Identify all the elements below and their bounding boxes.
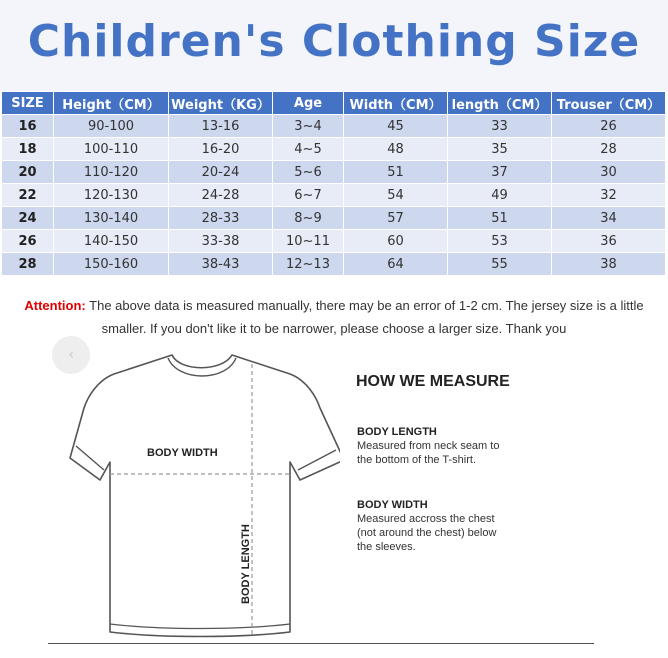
body-width-desc-line: (not around the chest) below (357, 527, 497, 539)
table-row (2, 207, 666, 230)
length-cell: 55 (448, 253, 552, 276)
age-cell: 10~11 (273, 230, 344, 253)
size-cell: 22 (2, 184, 54, 207)
body-width-desc-line: the sleeves. (357, 541, 416, 553)
body-width-desc-line: Measured accross the chest (357, 513, 495, 525)
age-cell: 4~5 (273, 138, 344, 161)
tshirt-outline (70, 355, 340, 637)
prev-arrow-button[interactable]: ‹ (52, 336, 90, 374)
body-width-title: BODY WIDTH (357, 499, 428, 511)
age-cell: 6~7 (273, 184, 344, 207)
weight-cell: 16-20 (169, 138, 273, 161)
body-length-desc (357, 439, 527, 467)
age-cell: 3~4 (273, 115, 344, 138)
size-cell: 20 (2, 161, 54, 184)
weight-cell: 38-43 (169, 253, 273, 276)
attention-message: The above data is measured manually, there may be an error of 1-2 cm. The jersey size is a little smaller. If you don't like it to be narrower, please choose a larger size. Thank you (89, 298, 644, 336)
size-cell: 26 (2, 230, 54, 253)
table-row (2, 115, 666, 138)
table-row (2, 138, 666, 161)
trouser-cell: 32 (552, 184, 666, 207)
size-cell: 16 (2, 115, 54, 138)
size-cell: 28 (2, 253, 54, 276)
trouser-cell: 36 (552, 230, 666, 253)
length-cell: 53 (448, 230, 552, 253)
attention-note (0, 276, 668, 350)
page-title: Children's Clothing Size (27, 16, 641, 67)
length-cell: 35 (448, 138, 552, 161)
table-row (2, 161, 666, 184)
height-cell: 130-140 (54, 207, 169, 230)
weight-cell: 24-28 (169, 184, 273, 207)
table-row (2, 253, 666, 276)
table-row (2, 230, 666, 253)
body-length-desc-line: Measured from neck seam to (357, 440, 500, 452)
trouser-cell: 38 (552, 253, 666, 276)
attention-text-block (4, 294, 664, 340)
weight-cell: 20-24 (169, 161, 273, 184)
header-width: Width（CM） (344, 92, 448, 115)
length-cell: 49 (448, 184, 552, 207)
length-cell: 51 (448, 207, 552, 230)
tshirt-diagram (0, 350, 340, 650)
length-cell: 33 (448, 115, 552, 138)
size-cell: 18 (2, 138, 54, 161)
height-cell: 150-160 (54, 253, 169, 276)
table-row (2, 184, 666, 207)
weight-cell: 33-38 (169, 230, 273, 253)
trouser-cell: 26 (552, 115, 666, 138)
width-cell: 57 (344, 207, 448, 230)
diagram-body-length-label: BODY LENGTH (240, 524, 252, 604)
weight-cell: 28-33 (169, 207, 273, 230)
header-height: Height（CM） (54, 92, 169, 115)
header-trouser: Trouser（CM） (552, 92, 666, 115)
weight-cell: 13-16 (169, 115, 273, 138)
age-cell: 8~9 (273, 207, 344, 230)
attention-label: Attention: (24, 298, 86, 313)
height-cell: 100-110 (54, 138, 169, 161)
diagram-body-width-label: BODY WIDTH (147, 447, 218, 459)
age-cell: 12~13 (273, 253, 344, 276)
header-size: SIZE (2, 92, 54, 115)
how-we-measure-heading: HOW WE MEASURE (356, 373, 510, 390)
width-cell: 45 (344, 115, 448, 138)
trouser-cell: 28 (552, 138, 666, 161)
width-cell: 51 (344, 161, 448, 184)
size-table (1, 91, 666, 276)
height-cell: 120-130 (54, 184, 169, 207)
header-length: length（CM） (448, 92, 552, 115)
body-length-title: BODY LENGTH (357, 426, 437, 438)
height-cell: 90-100 (54, 115, 169, 138)
width-cell: 48 (344, 138, 448, 161)
body-width-desc (357, 512, 527, 554)
header-weight: Weight（KG） (169, 92, 273, 115)
width-cell: 60 (344, 230, 448, 253)
trouser-cell: 34 (552, 207, 666, 230)
body-length-desc-line: the bottom of the T-shirt. (357, 454, 477, 466)
table-header-row (2, 92, 666, 115)
height-cell: 110-120 (54, 161, 169, 184)
width-cell: 54 (344, 184, 448, 207)
divider-line (48, 643, 594, 644)
height-cell: 140-150 (54, 230, 169, 253)
age-cell: 5~6 (273, 161, 344, 184)
trouser-cell: 30 (552, 161, 666, 184)
width-cell: 64 (344, 253, 448, 276)
size-cell: 24 (2, 207, 54, 230)
header-age: Age (273, 92, 344, 115)
length-cell: 37 (448, 161, 552, 184)
title-banner (0, 0, 668, 91)
